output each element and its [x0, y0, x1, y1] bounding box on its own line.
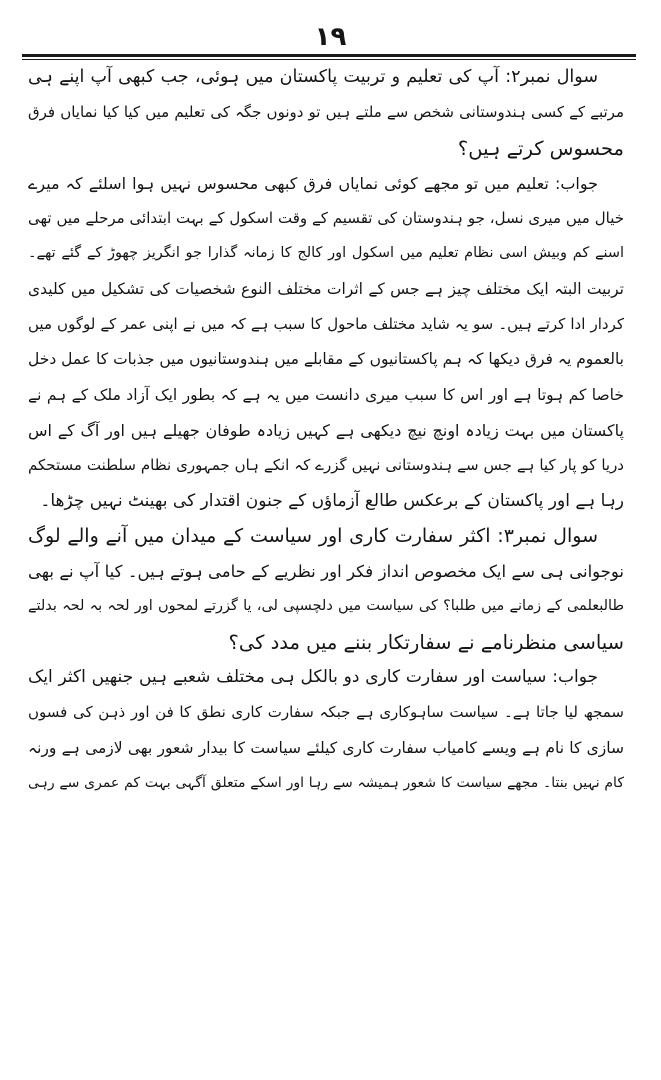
text-line: دریا کو پار کیا ہے جس سے ہندوستانی نہیں گزرے کہ انکے ہاں جمہوری نظام سلطنت مستحکم — [28, 456, 624, 475]
text-line: سیاسی منظرنامے نے سفارتکار بننے میں مدد کی؟ — [228, 630, 624, 654]
text-line: جواب: سیاست اور سفارت کاری دو بالکل ہی مختلف شعبے ہیں جنھیں اکثر ایک — [28, 667, 598, 688]
text-line: اسنے کم وبیش اسی نظام تعلیم میں اسکول اور کالج کا زمانہ گذارا جو انگریز چھوڑ کے گئے تھے۔ — [28, 245, 624, 262]
text-line: خیال میں میری نسل، جو ہندوستان کی تقسیم کے وقت اسکول کے بہت ابتدائی مرحلے میں تھی — [28, 209, 624, 228]
text-line: بالعموم یہ فرق دیکھا کہ ہم پاکستانیوں کے مقابلے میں ہندوستانیوں میں جذبات کا عمل دخل — [28, 350, 624, 369]
text-line: سوال نمبر۲: آپ کی تعلیم و تربیت پاکستان میں ہوئی، جب کبھی آپ اپنے ہی — [28, 67, 598, 87]
text-line: تربیت البتہ ایک مختلف چیز ہے جس کے اثرات مختلف النوع شخصیات کی تشکیل میں کلیدی — [28, 279, 624, 298]
text-line: رہا ہے اور پاکستان کے برعکس طالع آزماؤں کے جنون اقتدار کی بھینٹ نہیں چڑھا۔ — [40, 490, 624, 511]
text-line: کام نہیں بنتا۔ مجھے سیاست کا شعور ہمیشہ سے رہا اور اسکے متعلق آگہی بہت کم عمری سے رہی — [28, 774, 624, 791]
text-line: مرتبے کے کسی ہندوستانی شخص سے ملتے ہیں تو دونوں جگہ کی تعلیم میں کیا کیا نمایاں فرق — [28, 103, 624, 122]
text-line: پاکستان میں بہت زیادہ اونچ نیچ دیکھی ہے کہیں زیادہ طوفان جھیلے ہیں اور آگ کے اس — [28, 420, 624, 440]
text-line: سوال نمبر۳: اکثر سفارت کاری اور سیاست کے میدان میں آنے والے لوگ — [28, 524, 598, 547]
text-line: کردار ادا کرتے ہیں۔ سو یہ شاید مختلف ماحول کا سبب ہے کہ میں نے اپنی عمر کے لوگوں میں — [28, 315, 624, 334]
text-line: سمجھ لیا جاتا ہے۔ سیاست ساہوکاری ہے جبکہ سفارت کاری نطق کا فن اور ذہن کی فسوں — [28, 703, 624, 722]
page-number: ۱۹ — [314, 22, 347, 52]
header-rule-thick — [22, 54, 636, 57]
text-line: نوجوانی ہی سے ایک مخصوص انداز فکر اور نظریے کے حامی ہوتے ہیں۔ کیا آپ نے بھی — [28, 562, 624, 582]
text-line: طالبعلمی کے زمانے میں طلبا؟ کی سیاست میں دلچسپی لی، یا گزرتے لمحوں اور لحہ بہ لحہ بدلتے — [28, 598, 624, 615]
text-line: سازی کا نام ہے ویسے کامیاب سفارت کاری کیلئے سیاست کا بیدار شعور بھی لازمی ہے ورنہ — [28, 738, 624, 757]
body-text — [28, 60, 624, 801]
text-line: جواب: تعلیم میں تو مجھے کوئی نمایاں فرق کبھی محسوس نہیں ہوا اسلئے کہ میرے — [28, 173, 598, 193]
text-line: خاصا کم ہوتا ہے اور اس کا سبب میری دانست میں یہ ہے کہ بطور ایک آزاد ملک کے ہم نے — [28, 385, 624, 404]
text-line: محسوس کرتے ہیں؟ — [457, 136, 624, 160]
